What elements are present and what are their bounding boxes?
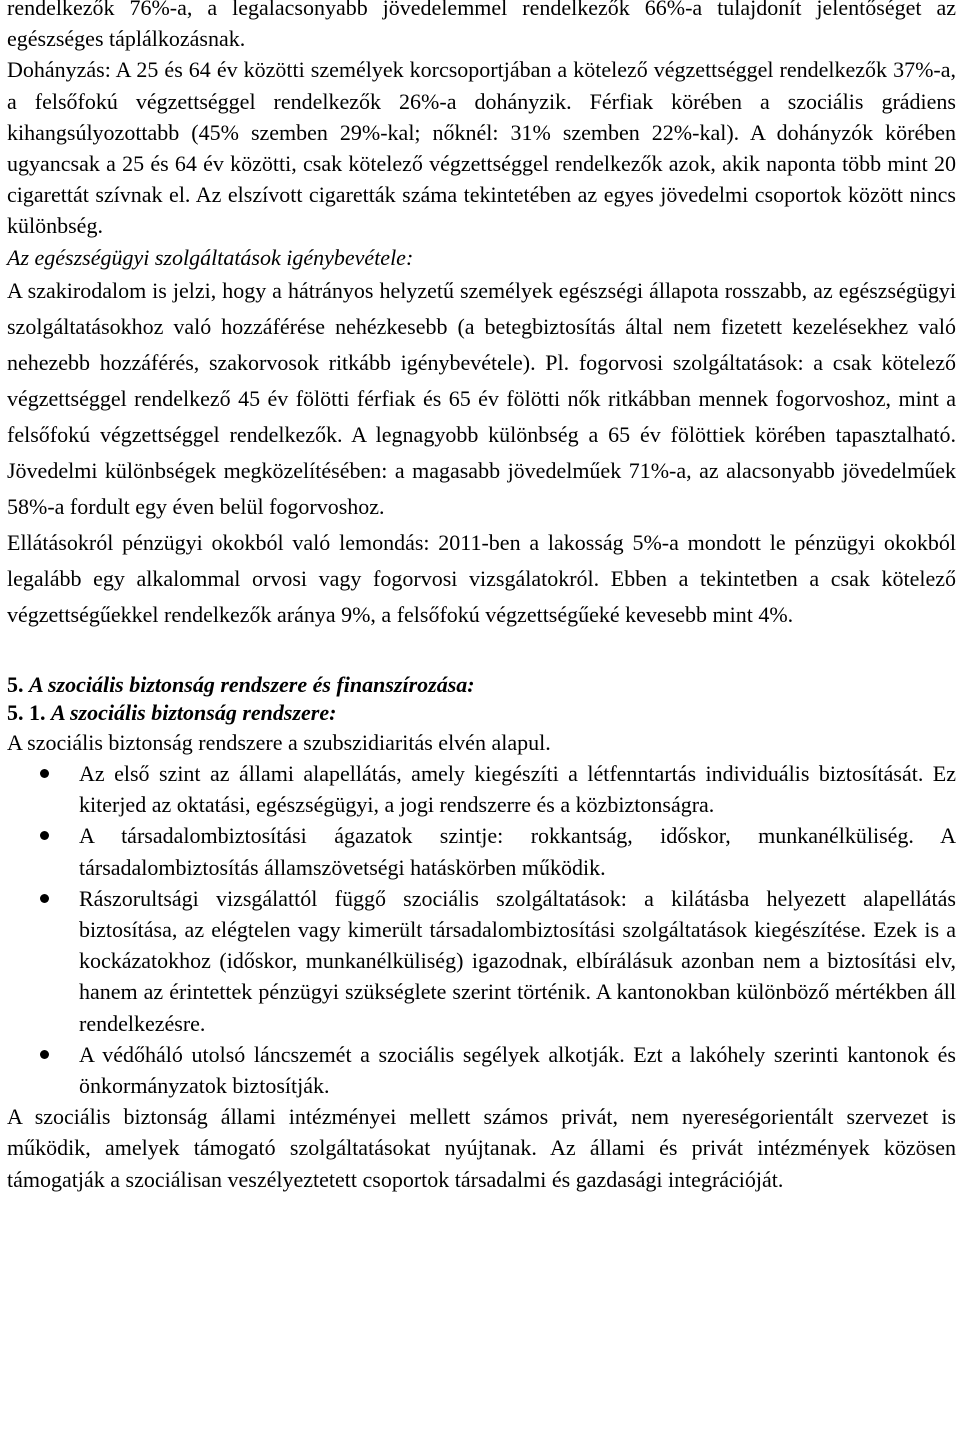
list-item (7, 820, 956, 882)
list-item (7, 758, 956, 820)
list-item (7, 883, 956, 1039)
list-item (7, 1039, 956, 1101)
list-item-text: Az első szint az állami alapellátás, amely kiegészíti a létfenntartás individuális biztosítását. Ez kiterjed az oktatási, egészségügyi, a jogi rendszerre és a közbiztonságra. (79, 761, 956, 818)
bullet-icon (40, 769, 49, 778)
section-5-1-number: 5. 1. (7, 699, 46, 725)
paragraph-financial-renunciation: Ellátásokról pénzügyi okokból való lemondás: 2011-ben a lakosság 5%-a mondott le pénzügyi okokból legalább egy alkalommal orvosi vagy fogorvosi vizsgálatokról. Ebben a tekintetben a csak kötelező végzettségűekkel rendelkezők aránya 9%, a felsőfokú végzettségűeké kevesebb mint 4%. (7, 529, 956, 627)
section-5-1-intro: A szociális biztonság rendszere a szubszidiaritás elvén alapul. (7, 729, 551, 755)
section-5-number: 5. (7, 671, 24, 697)
bullet-icon (40, 894, 49, 903)
bullet-list (7, 758, 956, 1101)
list-item-text: Rászorultsági vizsgálattól függő szociális szolgáltatások: a kilátásba helyezett alapellátás biztosítása, az elégtelen vagy kimerült társadalombiztosítási szolgáltatások kiegészítése. Ezek is a kockázatokhoz (időskor, munkanélküliség) igazodnak, elbírálásuk azonban nem a biztosítási elv, hanem az érintettek pénzügyi szükséglete szerint történik. A kantonokban különböző mértékben áll rendelkezésre. (79, 885, 956, 1036)
paragraph-health-services: A szakirodalom is jelzi, hogy a hátrányos helyzetű személyek egészségi állapota rosszabb, az egészségügyi szolgáltatásokhoz való hozzáférése nehézkesebb (a betegbiztosítás által nem fizetett kezelésekhez való nehezebb hozzáférés, szakorvosok ritkább igénybevétele). Pl. fogorvosi szolgáltatások: a csak kötelező végzettséggel rendelkező 45 év fölötti férfiak és 65 év fölötti nők ritkábban mennek fogorvoshoz, mint a felsőfokú végzettséggel rendelkezők. A legnagyobb különbség a 65 év fölöttiek körében tapasztalható. Jövedelmi különbségek megközelítésében: a magasabb jövedelműek 71%-a, az alacsonyabb jövedelműek 58%-a fordult egy éven belül fogorvoshoz. (7, 277, 956, 519)
section-5-1-title: A szociális biztonság rendszere: (51, 699, 337, 725)
list-item-text: A védőháló utolsó láncszemét a szociális segélyek alkotják. Ezt a lakóhely szerinti kantonok és önkormányzatok biztosítják. (79, 1041, 956, 1099)
spacer (7, 633, 956, 671)
section-5-title: A szociális biztonság rendszere és finanszírozása: (29, 671, 475, 697)
list-item-text: A társadalombiztosítási ágazatok szintje: rokkantság, időskor, munkanélküliség. A társadalombiztosítás államszövetségi hatáskörben működik. (79, 823, 956, 880)
paragraph-nutrition-end: rendelkezők 76%-a, a legalacsonyabb jövedelemmel rendelkezők 66%-a tulajdonít jelentőséget az egészséges táplálkozásnak. (7, 0, 956, 52)
bullet-icon (40, 831, 49, 840)
paragraph-closing: A szociális biztonság állami intézményei mellett számos privát, nem nyereségorientált szervezet is működik, amelyek támogató szolgáltatásokat nyújtanak. Az állami és privát intézmények közösen támogatják a szociálisan veszélyeztetett csoportok társadalmi és gazdasági integrációját. (7, 1104, 956, 1192)
section-5-heading (7, 671, 956, 699)
subheading-health-services: Az egészségügyi szolgáltatások igénybevétele: (7, 244, 414, 270)
paragraph-smoking: Dohányzás: A 25 és 64 év közötti személyek korcsoportjában a kötelező végzettséggel rendelkezők 37%-a, a felsőfokú végzettséggel rendelkezők 26%-a dohányzik. Férfiak körében a szociális grádiens kihangsúlyozottabb (45% szemben 29%-kal; nőknél: 31% szemben 22%-kal). A dohányzók körében ugyancsak a 25 és 64 év közötti, csak kötelező végzettséggel rendelkezők azok, akik naponta több mint 20 cigarettát szívnak el. Az elszívott cigaretták száma tekintetében az egyes jövedelmi csoportok között nincs különbség. (7, 57, 956, 239)
section-5-1-heading (7, 699, 956, 727)
bullet-icon (40, 1050, 49, 1059)
